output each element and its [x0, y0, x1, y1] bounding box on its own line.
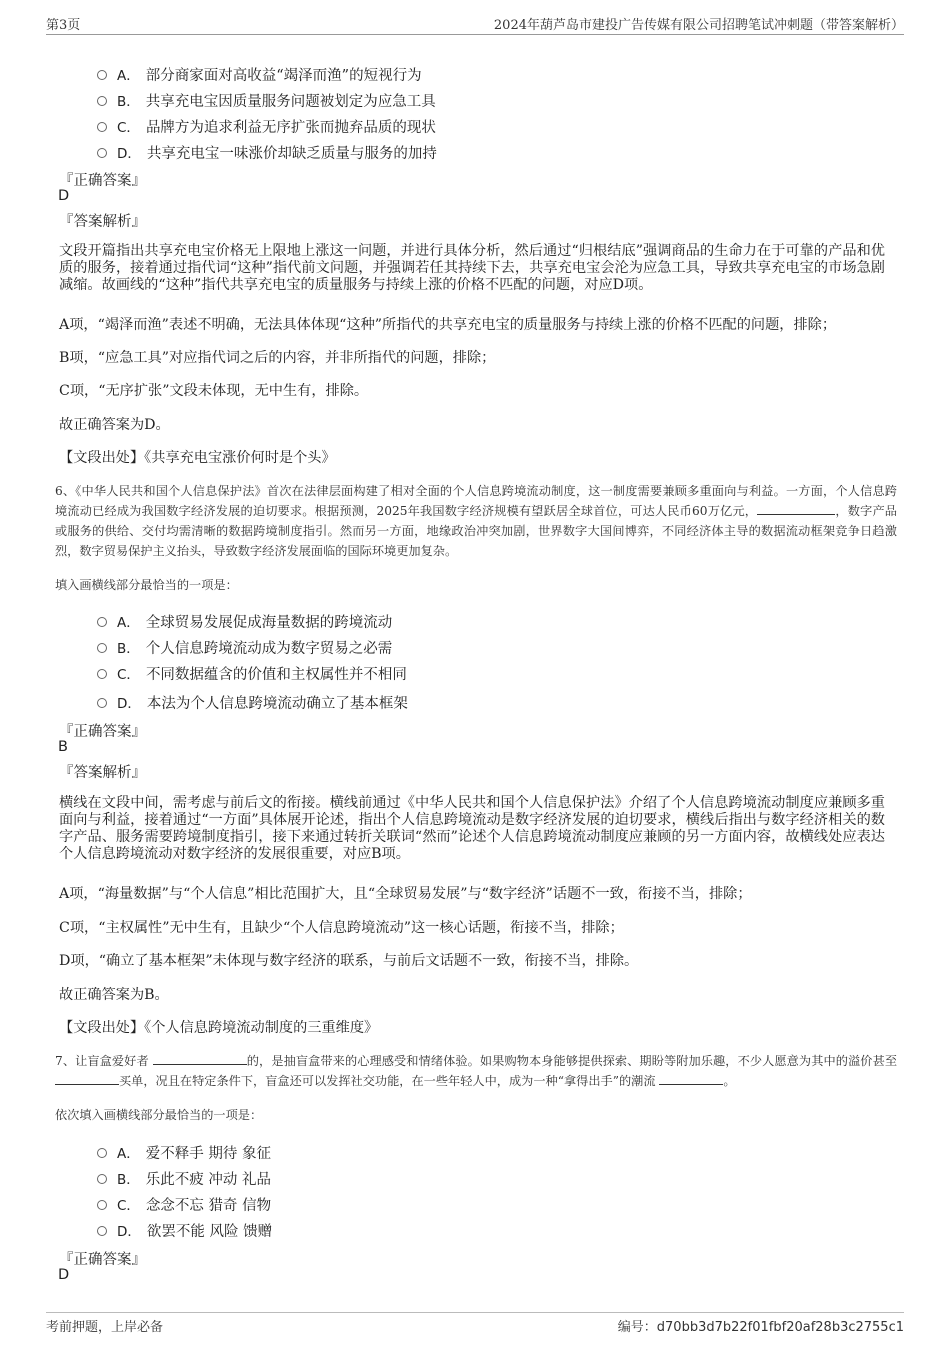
q7-prompt: 依次填入画横线部分最恰当的一项是：	[55, 1108, 263, 1122]
q7-blank-2	[55, 1072, 119, 1085]
radio-icon[interactable]	[97, 1226, 107, 1236]
q5-option-b-note: B项，“应急工具”对应指代词之后的内容，并非所指代的问题，排除；	[59, 350, 496, 366]
q7-stem: 7、让盲盒爱好者 的，是抽盲盒带来的心理感受和情绪体验。如果购物本身能够提供探索、期盼等附加乐趣，不少人愿意为其中的溢价甚至 买单，况且在特定条件下，盲盒还可以发挥社交功能，在一些年轻人中，成为一种“拿得出手”的潮流 。	[55, 1054, 898, 1088]
q5-answer-label: 『正确答案』	[59, 173, 146, 189]
q7-option-d[interactable]: D． 欲罢不能 风险 馈赠	[97, 1220, 272, 1241]
radio-icon[interactable]	[97, 1148, 107, 1158]
footer-slogan: 考前押题，上岸必备	[46, 1320, 164, 1335]
q6-stem: 6、《中华人民共和国个人信息保护法》首次在法律层面构建了相对全面的个人信息跨境流动制度，这一制度需要兼顾多重面向与利益。一方面，个人信息跨境流动已经成为我国数字经济发展的迫切要求。根据预测，2025年我国数字经济规模有望跃居全球首位，可达人民币60万亿元， ，数字产品或服务的供给、交付均需清晰的数据跨境制度指引。然而另一方面，地缘政治冲突加剧，世界数字大国间博弈，不同经济体主导的数据流动框架竞争日趋激烈，数字贸易保护主义抬头，导致数字经济发展面临的国际环境更加复杂。	[55, 484, 897, 558]
q6-answer-label: 『正确答案』	[59, 724, 146, 740]
q5-answer: D	[58, 188, 70, 204]
radio-icon[interactable]	[97, 70, 107, 80]
q6-option-d-note: D项，“确立了基本框架”未体现与数字经济的联系，与前后文话题不一致，衔接不当，排除。	[59, 953, 639, 969]
radio-icon[interactable]	[97, 122, 107, 132]
radio-icon[interactable]	[97, 1174, 107, 1184]
radio-icon[interactable]	[97, 643, 107, 653]
q6-option-a-note: A项，“海量数据”与“个人信息”相比范围扩大，且“全球贸易发展”与“数字经济”话题不一致，衔接不当，排除；	[59, 886, 752, 902]
q7-answer-label: 『正确答案』	[59, 1252, 146, 1268]
radio-icon[interactable]	[97, 669, 107, 679]
radio-icon[interactable]	[97, 617, 107, 627]
q5-option-c[interactable]: C． 品牌方为追求利益无序扩张而抛弃品质的现状	[97, 116, 436, 137]
q6-conclusion: 故正确答案为B。	[59, 987, 169, 1003]
q6-option-c-note: C项，“主权属性”无中生有，且缺少“个人信息跨境流动”这一核心话题，衔接不当，排除；	[59, 920, 624, 936]
q6-option-b[interactable]: B． 个人信息跨境流动成为数字贸易之必需	[97, 637, 392, 658]
q7-option-c[interactable]: C． 念念不忘 猎奇 信物	[97, 1194, 271, 1215]
q6-option-d[interactable]: D． 本法为个人信息跨境流动确立了基本框架	[97, 692, 408, 713]
q5-option-a[interactable]: A． 部分商家面对高收益“竭泽而渔”的短视行为	[97, 64, 422, 85]
q5-analysis: 文段开篇指出共享充电宝价格无上限地上涨这一问题，并进行具体分析，然后通过“归根结底”强调商品的生命力在于可靠的产品和优质的服务，接着通过指代词“这种”指代前文问题，并强调若任其持续下去，共享充电宝会沦为应急工具，导致共享充电宝的市场急剧减缩。故画线的“这种”指代共享充电宝的质量服务与持续上涨的价格不匹配的问题，对应D项。	[59, 243, 885, 293]
q5-option-d[interactable]: D． 共享充电宝一味涨价却缺乏质量与服务的加持	[97, 142, 437, 163]
page-number: 第3页	[46, 18, 81, 33]
q7-option-a[interactable]: A． 爱不释手 期待 象征	[97, 1142, 271, 1163]
page-footer	[46, 1312, 904, 1335]
radio-icon[interactable]	[97, 1200, 107, 1210]
radio-icon[interactable]	[97, 698, 107, 708]
footer-code: 编号：d70bb3d7b22f01fbf20af28b3c2755c1	[617, 1320, 904, 1335]
q7-blank-3	[659, 1072, 723, 1085]
q6-source: 【文段出处】《个人信息跨境流动制度的三重维度》	[59, 1020, 379, 1036]
q6-prompt: 填入画横线部分最恰当的一项是：	[55, 578, 238, 592]
q7-answer: D	[58, 1267, 70, 1283]
q5-option-a-note: A项，“竭泽而渔”表述不明确，无法具体体现“这种”所指代的共享充电宝的质量服务与持续上涨的价格不匹配的问题，排除；	[59, 317, 837, 333]
q5-source: 【文段出处】《共享充电宝涨价何时是个头》	[59, 450, 336, 466]
page-header	[46, 14, 904, 35]
q6-option-c[interactable]: C． 不同数据蕴含的价值和主权属性并不相同	[97, 663, 407, 684]
q5-conclusion: 故正确答案为D。	[59, 417, 170, 433]
q5-option-c-note: C项，“无序扩张”文段未体现，无中生有，排除。	[59, 383, 369, 399]
q5-analysis-label: 『答案解析』	[59, 214, 146, 230]
radio-icon[interactable]	[97, 96, 107, 106]
q6-analysis-label: 『答案解析』	[59, 765, 146, 781]
q6-analysis: 横线在文段中间，需考虑与前后文的衔接。横线前通过《中华人民共和国个人信息保护法》介绍了个人信息跨境流动制度应兼顾多重面向与利益，接着通过“一方面”具体展开论述，指出个人信息跨境流动是数字经济发展的迫切要求，横线后指出与数字经济相关的数字产品、服务需要跨境制度指引，接下来通过转折关联词“然而”论述个人信息跨境流动制度应兼顾的另一方面内容，故横线处应表达个人信息跨境流动对数字经济的发展很重要，对应B项。	[59, 795, 885, 862]
q5-option-b[interactable]: B． 共享充电宝因质量服务问题被划定为应急工具	[97, 90, 436, 111]
q6-answer: B	[58, 739, 68, 755]
document-title: 2024年葫芦岛市建投广告传媒有限公司招聘笔试冲刺题（带答案解析）	[493, 18, 904, 33]
radio-icon[interactable]	[97, 148, 107, 158]
q6-blank	[757, 502, 835, 515]
q7-blank-1	[153, 1052, 247, 1065]
q6-option-a[interactable]: A． 全球贸易发展促成海量数据的跨境流动	[97, 611, 392, 632]
q7-option-b[interactable]: B． 乐此不疲 冲动 礼品	[97, 1168, 271, 1189]
